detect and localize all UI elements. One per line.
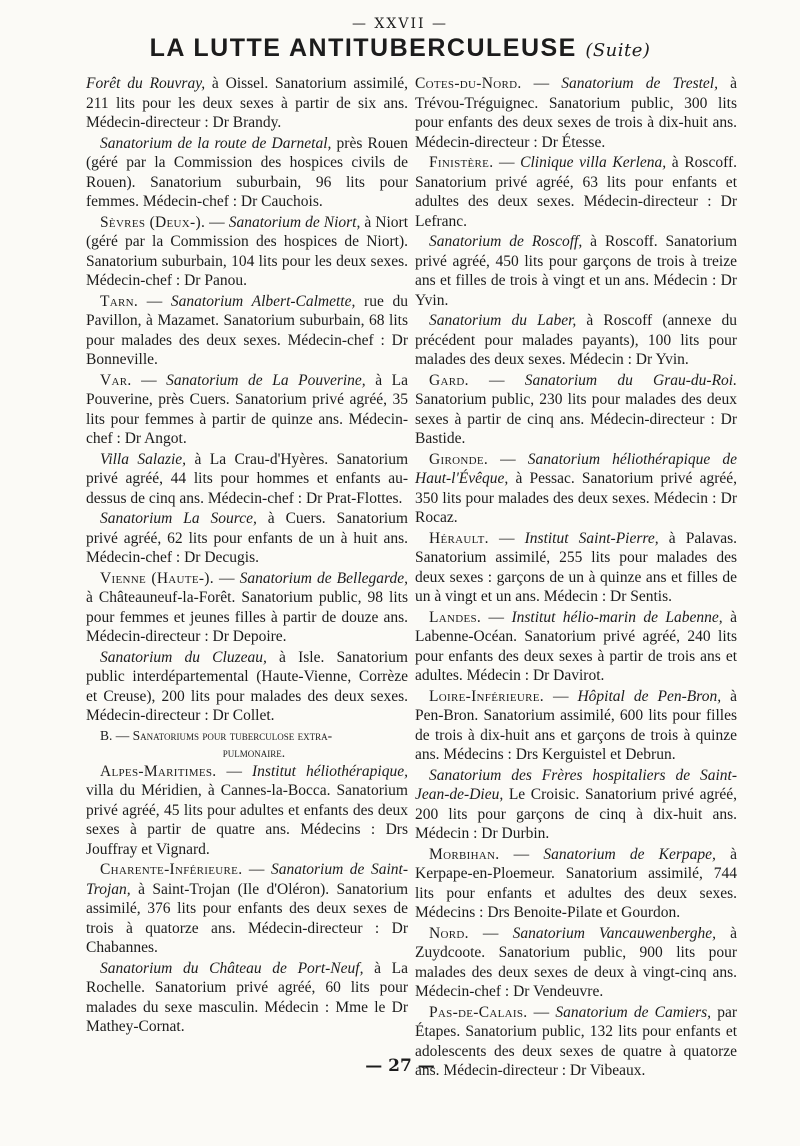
dash: — bbox=[468, 371, 525, 389]
entry-route-de-darnetal bbox=[86, 134, 408, 212]
right-column bbox=[415, 74, 737, 1082]
establishment-name: Sanatorium de Kerpape, bbox=[543, 845, 716, 863]
establishment-name: Sanatorium de Saint-Trojan, bbox=[86, 861, 408, 898]
entry-text: par Étapes. Sanatorium public, 132 lits pour enfants et adolescents des deux sexes de quatre à quatorze ans. Médecin-directeur : Dr Vibeaux. bbox=[415, 1003, 738, 1079]
department-name: Gard. bbox=[429, 371, 469, 389]
dash: — bbox=[543, 687, 578, 705]
entry-text: Le Croisic. Sanatorium privé agréé, 200 lits pour garçons de cinq à dix-huit ans. Médecin : Dr Durbin. bbox=[415, 786, 737, 842]
establishment-name: Hôpital de Pen-Bron, bbox=[577, 687, 722, 705]
department-name: Loire-Inférieure. bbox=[429, 687, 544, 705]
title-suite: (Suite) bbox=[585, 40, 651, 61]
entry-text: à Roscoff. Sanatorium privé agréé, 450 lits pour garçons de trois à treize ans et filles de trois à vingt et un ans. Médecin : Dr Yvin. bbox=[415, 233, 737, 309]
establishment-name: Institut Saint-Pierre, bbox=[524, 529, 659, 547]
entry-bellegarde bbox=[86, 569, 408, 647]
entry-text: villa du Méridien, à Cannes-la-Bocca. Sanatorium privé agréé, 45 lits pour adultes et enfants des deux sexes à partir de quatre ans. Médecins : Drs Jouffray et Vignard. bbox=[86, 782, 408, 858]
dash: — bbox=[493, 154, 521, 171]
entry-text: Sanatorium public, 230 lits pour malades des deux sexes à partir de cinq ans. Médecin-directeur : Dr Bastide. bbox=[415, 391, 737, 447]
establishment-name: Sanatorium Albert-Calmette, bbox=[170, 292, 356, 310]
entry-villa-salazie bbox=[86, 450, 408, 509]
entry-text: à Palavas. Sanatorium assimilé, 255 lits pour malades des deux sexes : garçons de un à quinze ans et filles de un à vingt et un ans. Médecin : Dr Sentis. bbox=[415, 529, 737, 605]
entry-text: à Cuers. Sanatorium privé agréé, 62 lits pour enfants de un à huit ans. Médecin-chef : Dr Decugis. bbox=[86, 510, 408, 566]
entry-text: à Roscoff. Sanatorium privé agréé, 63 lits pour enfants et adultes des deux sexes. Médecin-directeur : Dr Lefranc. bbox=[415, 154, 737, 230]
dash: — bbox=[205, 213, 229, 231]
establishment-name: Sanatorium de Roscoff, bbox=[429, 233, 583, 250]
section-heading-line1: B. — Sanatoriums pour tuberculose extra- bbox=[100, 727, 333, 743]
establishment-name: Sanatorium du Grau-du-Roi. bbox=[524, 371, 737, 389]
entry-trestel bbox=[415, 74, 737, 152]
dash: — bbox=[527, 1003, 556, 1021]
establishment-name: Sanatorium de la route de Darnetal, bbox=[100, 134, 332, 152]
establishment-name: Sanatorium de Trestel, bbox=[561, 75, 718, 92]
left-column bbox=[86, 74, 408, 1038]
department-name: Var. bbox=[100, 371, 132, 389]
establishment-name: Sanatorium de La Pouverine, bbox=[166, 371, 366, 389]
entry-foret-du-rouvray bbox=[86, 74, 408, 133]
department-name: Hérault. bbox=[429, 529, 489, 547]
entry-text: à La Crau-d'Hyères. Sanatorium privé agréé, 44 lits pour hommes et enfants au-dessus de cinq ans. Médecin-chef : Dr Prat-Flottes. bbox=[86, 450, 409, 507]
establishment-name: Sanatorium de Bellegarde, bbox=[239, 569, 408, 587]
establishment-name: Institut hélio-marin de Labenne, bbox=[511, 608, 723, 626]
dash: — bbox=[481, 608, 512, 626]
dash: — bbox=[216, 762, 253, 780]
section-heading bbox=[86, 727, 408, 761]
establishment-name: Sanatorium du Château de Port-Neuf, bbox=[100, 959, 364, 977]
entry-kerpape bbox=[415, 845, 737, 923]
department-name: Alpes-Maritimes. bbox=[100, 762, 217, 780]
department-name: Gironde. bbox=[429, 450, 489, 468]
entry-text: à Saint-Trojan (Ile d'Oléron). Sanatorium assimilé, 376 lits pour enfants des deux sexes de trois à quatorze ans. Médecin-directeur : Dr Chabannes. bbox=[86, 880, 408, 956]
establishment-name: Sanatorium du Cluzeau, bbox=[100, 648, 267, 666]
establishment-name: Sanatorium du Laber, bbox=[429, 312, 577, 329]
entry-text: à Zuydcoote. Sanatorium public, 900 lits pour malades des deux sexes de deux à vingt-cinq ans. Médecin-chef : Dr Vendeuvre. bbox=[415, 924, 737, 1000]
entry-text: près Rouen (géré par la Commission des hospices civils de Rouen). Sanatorium suburbain, 96 lits pour femmes. Médecin-chef : Dr Cauchois. bbox=[86, 134, 409, 210]
establishment-name: Clinique villa Kerlena, bbox=[520, 154, 667, 171]
establishment-name: Institut héliothérapique, bbox=[252, 762, 408, 780]
entry-text: à La Pouverine, près Cuers. Sanatorium privé agréé, 35 lits pour femmes à partir de quinze ans. Médecin-chef : Dr Angot. bbox=[86, 371, 408, 447]
establishment-name: Sanatorium des Frères hospitaliers de Saint-Jean-de-Dieu, bbox=[415, 766, 737, 803]
department-name: Charente-Inférieure. bbox=[100, 861, 243, 878]
dash: — bbox=[499, 845, 544, 863]
entry-cluzeau bbox=[86, 648, 408, 726]
entry-text: à Châteauneuf-la-Forêt. Sanatorium public, 98 lits pour femmes et jeunes filles à partir de douze ans. Médecin-directeur : Dr Depoire. bbox=[86, 589, 408, 645]
entry-text: à Labenne-Océan. Sanatorium privé agréé, 240 lits pour enfants des deux sexes à partir de trois ans et adultes. Médecin : Dr Davirot. bbox=[415, 608, 737, 684]
entry-text: à Kerpape-en-Ploemeur. Sanatorium assimilé, 744 lits pour enfants et adultes des deux sexes. Médecins : Drs Benoite-Pilate et Gourdon. bbox=[415, 845, 737, 921]
entry-grau-du-roi bbox=[415, 371, 737, 449]
page-title bbox=[0, 36, 800, 61]
roman-page-number: — XXVII — bbox=[351, 16, 448, 32]
establishment-name: Sanatorium La Source, bbox=[100, 510, 257, 527]
dash: — bbox=[488, 450, 528, 468]
entry-la-source bbox=[86, 509, 408, 568]
entry-haut-l-eveque bbox=[415, 450, 737, 528]
entry-institut-heliotherapique bbox=[86, 762, 408, 860]
department-name: Nord. bbox=[429, 924, 469, 942]
entry-la-pouverine bbox=[86, 371, 408, 449]
department-name: Cotes-du-Nord. bbox=[415, 75, 522, 92]
department-name: Morbihan. bbox=[429, 845, 500, 863]
entry-saint-pierre bbox=[415, 529, 737, 607]
entry-pen-bron bbox=[415, 687, 737, 765]
establishment-name: Forêt du Rouvray, bbox=[86, 75, 206, 92]
establishment-name: Sanatorium Vancauwenberghe, bbox=[512, 924, 716, 942]
entry-text: à Isle. Sanatorium public interdépartemental (Haute-Vienne, Corrèze et Creuse), 200 lits pour malades des deux sexes. Médecin-directeur : Dr Collet. bbox=[86, 648, 408, 724]
section-heading-line2: pulmonaire. bbox=[222, 744, 286, 760]
department-name: Finistère. bbox=[429, 154, 494, 171]
dash: — bbox=[131, 371, 167, 389]
entry-text: à Oissel. Sanatorium assimilé, 211 lits pour les deux sexes à partir de six ans. Médecin-directeur : Dr Brandy. bbox=[86, 75, 409, 131]
dash: — bbox=[521, 75, 562, 92]
entry-saint-trojan bbox=[86, 860, 408, 958]
entry-albert-calmette bbox=[86, 292, 408, 370]
department-name: Pas-de-Calais. bbox=[429, 1003, 528, 1021]
establishment-name: Sanatorium héliothérapique de Haut-l'Évêque, bbox=[415, 450, 737, 487]
dash: — bbox=[468, 924, 513, 942]
dash: — bbox=[138, 292, 171, 310]
entry-vancauwenberghe bbox=[415, 924, 737, 1002]
establishment-name: Sanatorium de Niort, bbox=[228, 213, 361, 231]
entry-text: rue du Pavillon, à Mazamet. Sanatorium suburbain, 68 lits pour malades des deux sexes. Médecin-chef : Dr Bonneville. bbox=[86, 292, 408, 368]
department-name: Tarn. bbox=[100, 292, 139, 310]
entry-text: à Pen-Bron. Sanatorium assimilé, 600 lits pour filles de trois à dix-huit ans et garçons de trois à quinze ans. Médecins : Drs Kerguistel et Debrun. bbox=[415, 687, 737, 763]
department-name: Vienne (Haute-). bbox=[100, 569, 214, 587]
entry-text: à Pessac. Sanatorium privé agréé, 350 lits pour malades des deux sexes. Médecin : Dr Rocaz. bbox=[415, 470, 737, 526]
dash: — bbox=[213, 569, 240, 587]
entry-niort bbox=[86, 213, 408, 291]
entry-port-neuf bbox=[86, 959, 408, 1037]
department-name: Sèvres (Deux-). bbox=[100, 213, 206, 231]
entry-text: à La Rochelle. Sanatorium privé agréé, 60 lits pour malades du sexe masculin. Médecin : Mme le Dr Mathey-Cornat. bbox=[86, 959, 408, 1035]
entry-labenne bbox=[415, 608, 737, 686]
department-name: Landes. bbox=[429, 608, 482, 626]
title-text: LA LUTTE ANTITUBERCULEUSE bbox=[149, 34, 577, 62]
establishment-name: Villa Salazie, bbox=[100, 450, 187, 468]
entry-text: à Roscoff (annexe du précédent pour malades payants), 100 lits pour malades des deux sexes. Médecin : Dr Yvin. bbox=[415, 312, 737, 368]
entry-kerlena bbox=[415, 153, 737, 231]
entry-text: à Trévou-Tréguignec. Sanatorium public, 300 lits pour enfants des deux sexes de trois à dix-huit ans. Médecin-directeur : Dr Étesse. bbox=[415, 75, 737, 151]
dash: — bbox=[488, 529, 525, 547]
page-number: — 27 — bbox=[365, 1056, 435, 1076]
establishment-name: Sanatorium de Camiers, bbox=[555, 1003, 712, 1021]
entry-laber bbox=[415, 311, 737, 370]
dash: — bbox=[242, 861, 271, 878]
entry-saint-jean-de-dieu bbox=[415, 766, 737, 844]
entry-roscoff bbox=[415, 232, 737, 310]
entry-text: à Niort (géré par la Commission des hospices de Niort). Sanatorium suburbain, 104 lits pour les deux sexes. Médecin-chef : Dr Panou. bbox=[86, 213, 409, 289]
